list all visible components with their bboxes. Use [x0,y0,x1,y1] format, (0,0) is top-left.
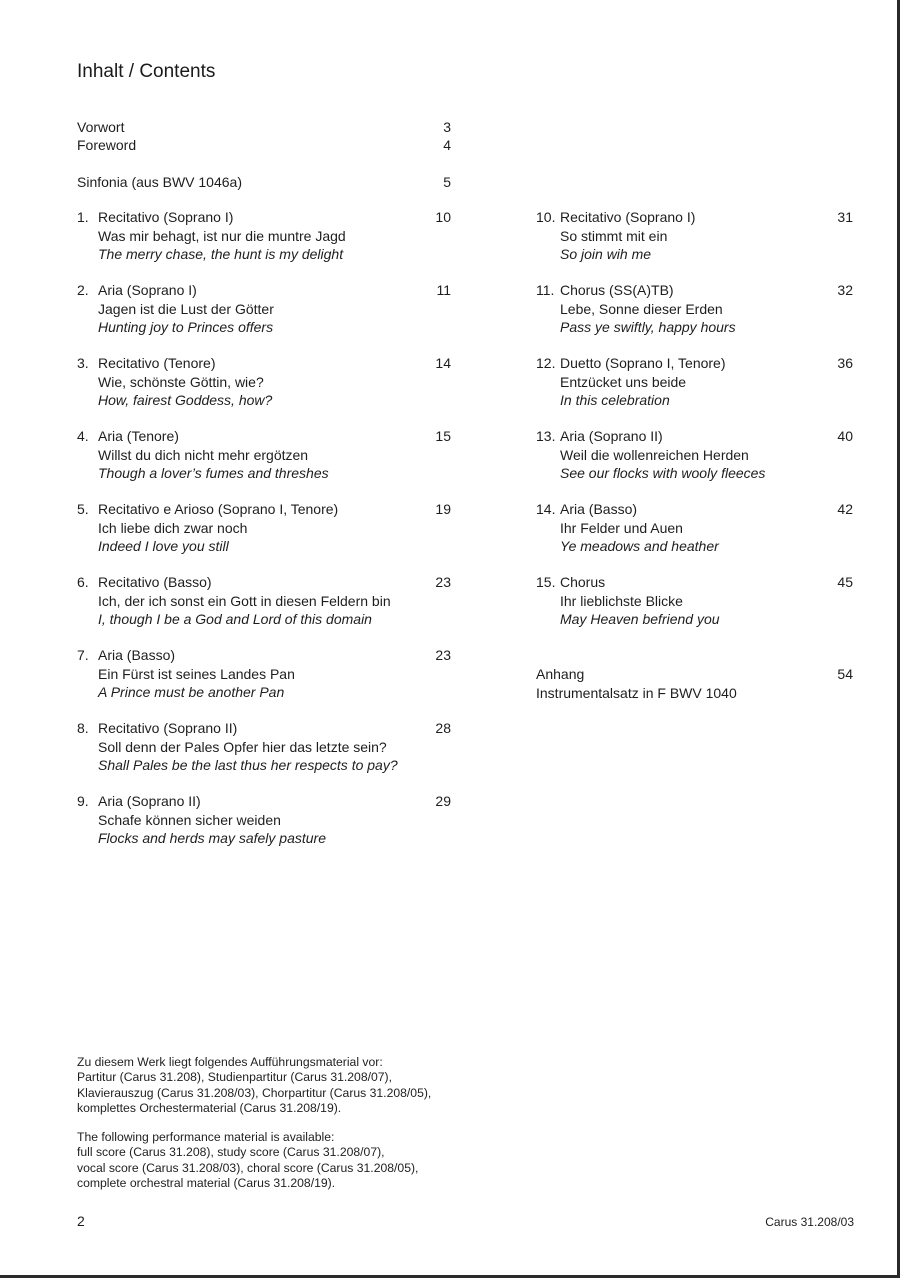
toc-entry-german: Willst du dich nicht mehr ergötzen [98,446,309,463]
toc-entry-german: So stimmt mit ein [560,227,668,244]
toc-entry-german: Lebe, Sonne dieser Erden [560,300,723,317]
appendix-subtitle: Instrumentalsatz in F BWV 1040 [536,684,737,701]
toc-entry-number: 9. [77,793,89,809]
note-line: Klavierauszug (Carus 31.208/03), Chorpartitur (Carus 31.208/05), [77,1085,432,1100]
toc-entry-number: 11. [536,282,555,298]
toc-page-number: 28 [435,720,451,736]
toc-entry-heading: Recitativo (Tenore) [98,355,216,371]
toc-entry-heading: Recitativo (Soprano II) [98,720,238,736]
toc-entry[interactable] [77,208,451,264]
note-line: Partitur (Carus 31.208), Studienpartitur (Carus 31.208/07), [77,1070,393,1085]
toc-entry-english: In this celebration [560,392,670,408]
toc-entry-english: I, though I be a God and Lord of this domain [98,611,372,627]
note-line: Zu diesem Werk liegt folgendes Aufführungsmaterial vor: [77,1055,383,1069]
toc-page-number: 36 [837,355,853,371]
toc-entry[interactable] [77,573,451,629]
toc-label: Vorwort [77,119,125,135]
toc-page-number: 3 [443,119,451,135]
toc-entry-german: Ihr Felder und Auen [560,519,683,536]
toc-entry-number: 12. [536,355,556,371]
toc-entry-german: Ihr lieblichste Blicke [560,592,683,609]
toc-page-number: 29 [435,793,451,809]
toc-entry-german: Ich, der ich sonst ein Gott in diesen Feldern bin [98,592,391,609]
toc-entry[interactable] [536,281,854,337]
toc-entry-german: Ein Fürst ist seines Landes Pan [98,665,295,682]
toc-entry-heading: Aria (Basso) [560,501,638,517]
toc-entry-heading: Recitativo (Soprano I) [98,209,234,225]
toc-entry-number: 8. [77,720,89,736]
toc-front-foreword[interactable] [77,136,451,154]
toc-entry[interactable] [536,208,854,264]
toc-entry-german: Weil die wollenreichen Herden [560,446,749,463]
toc-entry-german: Entzücket uns beide [560,373,687,390]
note-line: full score (Carus 31.208), study score (Carus 31.208/07), [77,1145,385,1160]
toc-entry-number: 6. [77,574,89,590]
toc-entry-heading: Aria (Tenore) [98,428,179,444]
toc-entry-german: Soll denn der Pales Opfer hier das letzte sein? [98,738,387,755]
toc-entry-german: Wie, schönste Göttin, wie? [98,373,264,390]
toc-entry-german: Schafe können sicher weiden [98,811,281,828]
toc-entry-english: See our flocks with wooly fleeces [560,465,766,481]
toc-page-number: 14 [435,355,451,371]
toc-entry-heading: Recitativo (Soprano I) [560,209,696,225]
toc-entry-german: Ich liebe dich zwar noch [98,519,248,536]
toc-entry-heading: Aria (Basso) [98,647,176,663]
toc-entry-number: 5. [77,501,89,517]
note-line: komplettes Orchestermaterial (Carus 31.208/19). [77,1100,342,1115]
notes-english [77,1130,418,1191]
toc-entry-heading: Aria (Soprano II) [560,428,663,444]
toc-page-number: 42 [837,501,853,517]
toc-entry[interactable] [77,500,451,556]
toc-entry-english: So join wih me [560,246,652,262]
toc-entry[interactable] [536,500,854,556]
toc-entry-number: 15. [536,574,556,590]
toc-entry-number: 3. [77,355,89,371]
toc-entry[interactable] [77,354,451,410]
toc-entry[interactable] [536,573,854,629]
page-title: Inhalt / Contents [77,61,216,82]
toc-entry-english: The merry chase, the hunt is my delight [98,246,344,262]
toc-entry-heading: Chorus [560,574,606,590]
toc-entry-english: Hunting joy to Princes offers [98,319,274,335]
toc-entry-heading: Duetto (Soprano I, Tenore) [560,355,726,371]
toc-page-number: 4 [443,137,451,153]
toc-page-number: 45 [837,574,853,590]
toc-entry[interactable] [77,281,451,337]
toc-entry-english: Though a lover’s fumes and threshes [98,465,329,481]
toc-page-number: 32 [837,282,853,298]
toc-entry-heading: Recitativo e Arioso (Soprano I, Tenore) [98,501,339,517]
toc-entry-english: Shall Pales be the last thus her respects to pay? [98,757,398,773]
toc-entry-english: May Heaven befriend you [560,611,720,627]
toc-front-vorwort[interactable] [77,118,451,136]
toc-page-number: 54 [837,666,853,682]
toc-entry-english: Pass ye swiftly, happy hours [560,319,736,335]
toc-page-number: 31 [837,209,853,225]
toc-front-sinfonia[interactable] [77,173,451,191]
toc-page-number: 19 [435,501,451,517]
toc-entry[interactable] [77,646,451,702]
toc-entry[interactable] [77,792,451,848]
toc-entry-english: A Prince must be another Pan [98,684,285,700]
toc-entry-number: 1. [77,209,89,225]
toc-entry-german: Jagen ist die Lust der Götter [98,300,274,317]
toc-label: Sinfonia (aus BWV 1046a) [77,174,242,190]
toc-entry-number: 10. [536,209,556,225]
toc-entry-number: 7. [77,647,89,663]
toc-entry-german: Was mir behagt, ist nur die muntre Jagd [98,227,346,244]
toc-entry-heading: Chorus (SS(A)TB) [560,282,674,298]
toc-entry[interactable] [536,354,854,410]
footer-page-number: 2 [77,1213,85,1229]
toc-entry-english: How, fairest Goddess, how? [98,392,273,408]
toc-entry-english: Indeed I love you still [98,538,229,554]
toc-entry-number: 4. [77,428,89,444]
toc-page-number: 5 [443,174,451,190]
toc-entry-heading: Aria (Soprano II) [98,793,201,809]
toc-label: Foreword [77,137,137,153]
appendix-heading: Anhang [536,666,585,682]
note-line: The following performance material is available: [77,1130,335,1144]
toc-page-number: 23 [435,647,451,663]
toc-entry-heading: Aria (Soprano I) [98,282,197,298]
note-line: vocal score (Carus 31.208/03), choral score (Carus 31.208/05), [77,1160,419,1175]
toc-entry[interactable] [77,427,451,483]
toc-appendix[interactable] [536,665,854,703]
footer-catalog-number: Carus 31.208/03 [765,1215,854,1229]
toc-entry-number: 13. [536,428,556,444]
toc-page-number: 10 [435,209,451,225]
toc-entry-english: Ye meadows and heather [560,538,719,554]
toc-entry-heading: Recitativo (Basso) [98,574,212,590]
toc-entry-number: 14. [536,501,556,517]
note-line: complete orchestral material (Carus 31.208/19). [77,1175,336,1190]
toc-entry-english: Flocks and herds may safely pasture [98,830,326,846]
toc-entry[interactable] [536,427,854,483]
notes-german [77,1055,431,1116]
toc-page-number: 11 [436,282,451,298]
toc-entry[interactable] [77,719,451,775]
toc-page-number: 15 [435,428,451,444]
toc-entry-number: 2. [77,282,89,298]
toc-page-number: 40 [837,428,853,444]
toc-page-number: 23 [435,574,451,590]
